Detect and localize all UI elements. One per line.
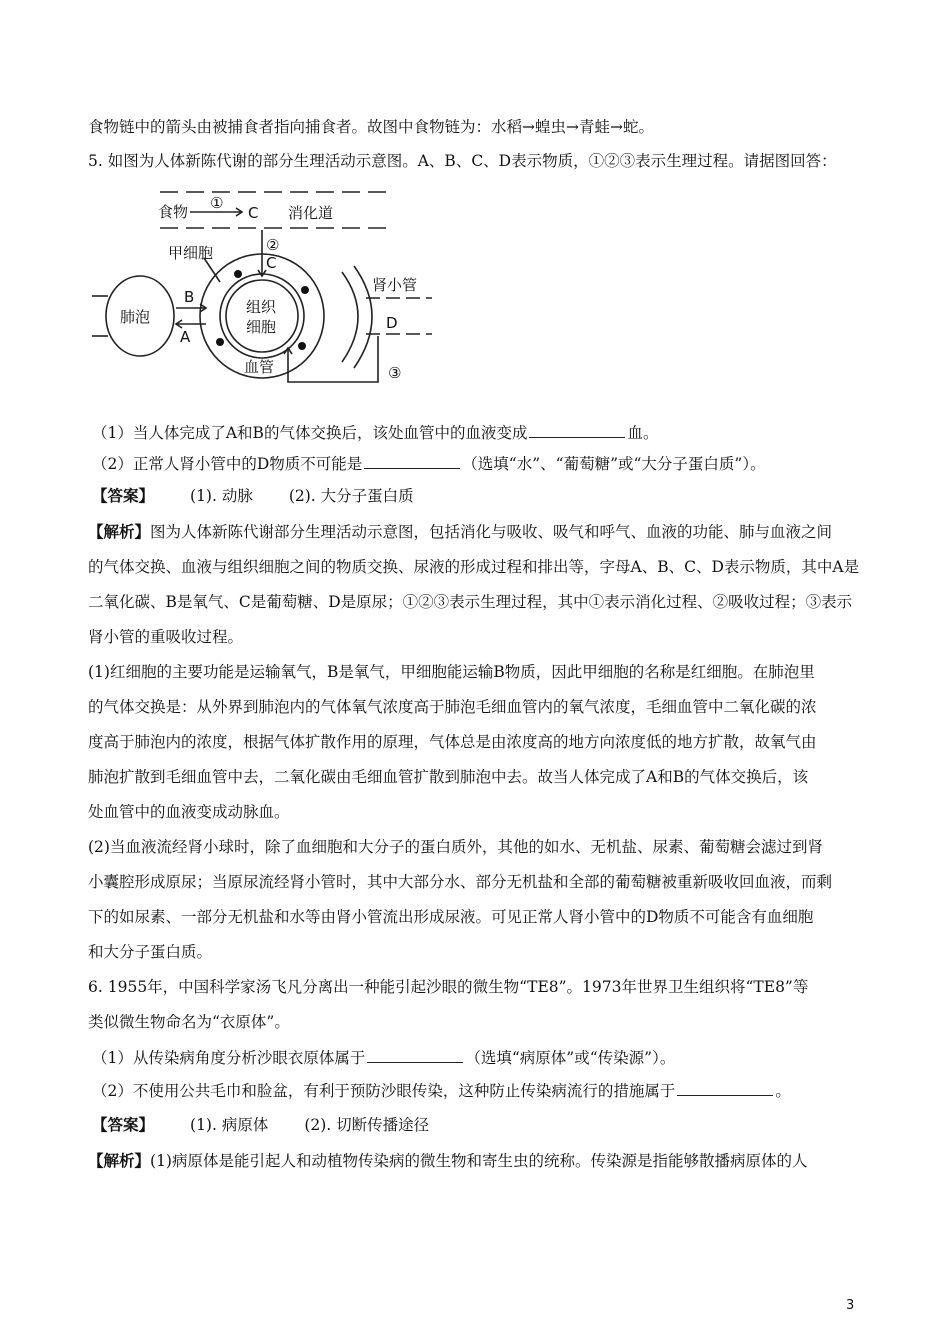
q6-analysis-label: 【解析】 bbox=[88, 1151, 151, 1170]
page-number: 3 bbox=[846, 1298, 855, 1313]
q5-analysis-line: 的气体交换、血液与组织细胞之间的物质交换、尿液的形成过程和排出等，字母A、B、C、D表示物质，其中A是 bbox=[88, 558, 860, 576]
q5-analysis-line: 处血管中的血液变成动脉血。 bbox=[88, 803, 290, 821]
label-tissue-2: 细胞 bbox=[246, 318, 277, 336]
q5-sub1-suffix: 血。 bbox=[627, 424, 659, 442]
q5-analysis-line: 二氧化碳、B是氧气、C是葡萄糖、D是原尿；①②③表示生理过程，其中①表示消化过程、②吸收过程；③表示 bbox=[88, 593, 853, 611]
label-tissue-1: 组织 bbox=[246, 298, 277, 316]
q5-analysis-line bbox=[88, 521, 868, 543]
q5-analysis-line: 的气体交换是：从外界到肺泡内的气体氧气浓度高于肺泡毛细血管内的氧气浓度，毛细血管中二氧化碳的浓 bbox=[88, 698, 817, 716]
label-tubule: 肾小管 bbox=[372, 276, 418, 294]
q5-analysis-line: (2)当血液流经肾小球时，除了血细胞和大分子的蛋白质外，其他的如水、无机盐、尿素、葡萄糖会滤过到肾 bbox=[88, 838, 823, 856]
label-step1: ① bbox=[210, 194, 224, 212]
label-cell-jia: 甲细胞 bbox=[168, 244, 214, 262]
label-step3: ③ bbox=[388, 364, 402, 382]
q6-number: 6. bbox=[88, 978, 103, 996]
q6-answer-2: (2). 切断传播途径 bbox=[304, 1116, 430, 1134]
q6-sub1-suffix: （选填“病原体”或“传染源”）。 bbox=[465, 1049, 676, 1067]
label-c-mid: C bbox=[266, 254, 277, 272]
q5-analysis-line: 肾小管的重吸收过程。 bbox=[88, 628, 244, 646]
q5-analysis-line: 和大分子蛋白质。 bbox=[88, 943, 213, 961]
q6-sub2-suffix: 。 bbox=[775, 1082, 791, 1100]
q6-analysis-line bbox=[88, 1150, 868, 1172]
q5-number: 5. bbox=[88, 152, 103, 170]
q6-sub1-blank[interactable] bbox=[367, 1047, 463, 1063]
label-c-top: C bbox=[248, 204, 259, 222]
q6-stem bbox=[88, 976, 868, 998]
q5-stem bbox=[88, 150, 868, 172]
q6-answer bbox=[92, 1114, 872, 1136]
q5-analysis-line: (1)红细胞的主要功能是运输氧气，B是氧气，甲细胞能运输B物质，因此甲细胞的名称是红细胞。在肺泡里 bbox=[88, 663, 815, 681]
label-alveolus: 肺泡 bbox=[120, 308, 151, 326]
q5-stem-text: 如图为人体新陈代谢的部分生理活动示意图。A、B、C、D表示物质，①②③表示生理过程。请据图回答： bbox=[107, 152, 837, 170]
label-gut: 消化道 bbox=[288, 204, 334, 222]
intro-line: 食物链中的箭头由被捕食者指向捕食者。故图中食物链为：水稻→蝗虫→青蛙→蛇。 bbox=[88, 118, 654, 136]
label-b: B bbox=[184, 288, 195, 306]
q5-analysis-label: 【解析】 bbox=[88, 522, 151, 541]
tissue-cell-outer bbox=[220, 274, 304, 358]
q5-analysis-line: 小囊腔形成原尿；当原尿流经肾小管时，其中大部分水、部分无机盐和全部的葡萄糖被重新吸收回血液，而剩 bbox=[88, 873, 833, 891]
q5-answer-label: 【答案】 bbox=[92, 486, 155, 505]
q5-sub2-blank[interactable] bbox=[364, 453, 460, 469]
q5-answer-1: (1). 动脉 bbox=[190, 487, 253, 505]
red-cell-dot bbox=[216, 338, 224, 346]
q5-sub1-text: （1）当人体完成了A和B的气体交换后，该处血管中的血液变成 bbox=[92, 424, 528, 442]
q6-analysis-text: (1)病原体是能引起人和动植物传染病的微生物和寄生虫的统称。传染源是指能够散播病原体的人 bbox=[150, 1152, 808, 1170]
q5-analysis-line: 下的如尿素、一部分无机盐和水等由肾小管流出形成尿液。可见正常人肾小管中的D物质不可能含有血细胞 bbox=[88, 908, 814, 926]
q5-sub2-suffix: （选填“水”、“葡萄糖”或“大分子蛋白质”）。 bbox=[462, 455, 766, 473]
q6-stem-cont: 类似微生物命名为“衣原体”。 bbox=[88, 1013, 290, 1031]
tubule-arc-outer bbox=[354, 266, 372, 368]
q6-sub1-text: （1）从传染病角度分析沙眼衣原体属于 bbox=[92, 1049, 366, 1067]
red-cell-dot bbox=[301, 286, 309, 294]
red-cell-dot bbox=[298, 342, 306, 350]
label-vessel: 血管 bbox=[244, 358, 275, 376]
q5-sub2-text: （2）正常人肾小管中的D物质不可能是 bbox=[92, 455, 363, 473]
metabolism-diagram bbox=[92, 186, 452, 396]
label-d: D bbox=[386, 314, 398, 332]
q6-answer-label: 【答案】 bbox=[92, 1115, 155, 1134]
q5-analysis-line: 度高于肺泡内的浓度，根据气体扩散作用的原理，气体总是由浓度高的地方向浓度低的地方扩散，故氧气由 bbox=[88, 733, 817, 751]
q6-sub1 bbox=[92, 1047, 872, 1069]
tubule-arc-inner bbox=[342, 272, 358, 362]
q5-sub1 bbox=[92, 422, 872, 444]
q5-analysis-text: 图为人体新陈代谢部分生理活动示意图，包括消化与吸收、吸气和呼气、血液的功能、肺与血液之间 bbox=[150, 523, 833, 541]
label-step2: ② bbox=[266, 236, 280, 254]
label-food: 食物 bbox=[158, 203, 189, 221]
q6-sub2-blank[interactable] bbox=[677, 1080, 773, 1096]
q5-sub1-blank[interactable] bbox=[529, 422, 625, 438]
q6-answer-1: (1). 病原体 bbox=[190, 1116, 269, 1134]
q5-answer-2: (2). 大分子蛋白质 bbox=[288, 487, 414, 505]
label-a: A bbox=[180, 328, 191, 346]
tissue-cell-inner bbox=[226, 280, 298, 352]
q5-sub2 bbox=[92, 453, 872, 475]
q5-answer bbox=[92, 485, 872, 507]
q6-sub2 bbox=[92, 1080, 872, 1102]
q6-sub2-text: （2）不使用公共毛巾和脸盆，有利于预防沙眼传染，这种防止传染病流行的措施属于 bbox=[92, 1082, 676, 1100]
red-cell-dot bbox=[234, 270, 242, 278]
q5-analysis-line: 肺泡扩散到毛细血管中去，二氧化碳由毛细血管扩散到肺泡中去。故当人体完成了A和B的气体交换后，该 bbox=[88, 768, 809, 786]
q6-stem-text: 1955年，中国科学家汤飞凡分离出一种能引起沙眼的微生物“TE8”。1973年世界卫生组织将“TE8”等 bbox=[107, 978, 809, 996]
